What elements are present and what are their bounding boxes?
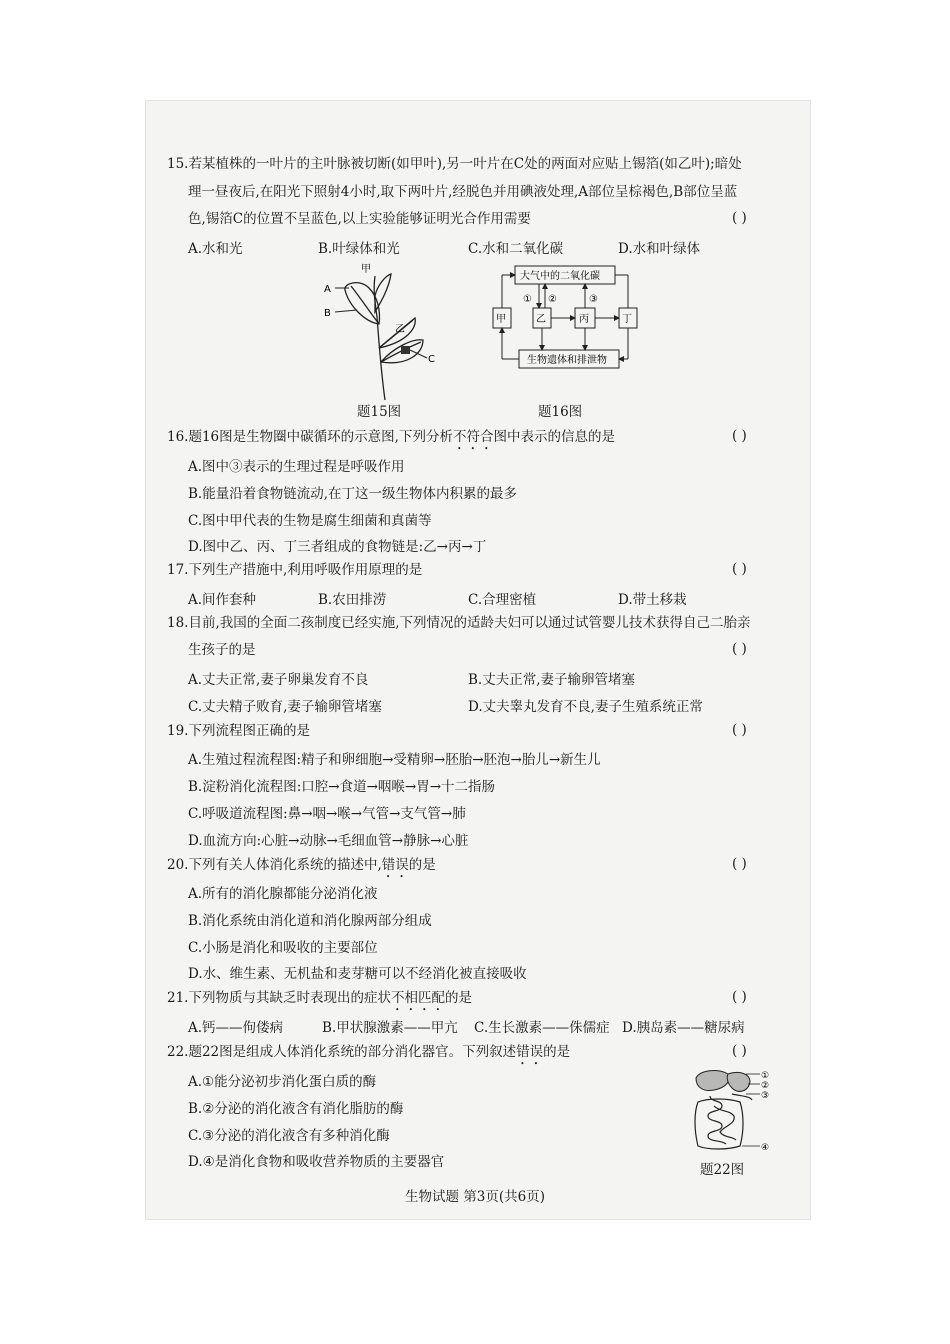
q18-option-d: D.丈夫睾丸发育不良,妻子生殖系统正常 [468,699,703,715]
q18-answer-bracket: ( ) [732,641,747,657]
q19-option-b: B.淀粉消化流程图:口腔→食道→咽喉→胃→十二指肠 [188,779,496,795]
fig16-remains: 生物遗体和排泄物 [527,355,607,366]
fig16-jia: 甲 [496,314,506,325]
q17-option-b: B.农田排涝 [318,592,387,608]
fig15-label-yi: 乙 [395,324,405,335]
q15-option-d: D.水和叶绿体 [618,241,701,257]
q20-answer-bracket: ( ) [732,856,747,872]
fig22-num-2: ② [761,1081,770,1091]
fig16-ding: 丁 [622,314,632,325]
fig22-num-3: ③ [761,1091,770,1101]
q16-option-a: A.图中③表示的生理过程是呼吸作用 [188,459,405,475]
q17-stem: 17.下列生产措施中,利用呼吸作用原理的是 [167,562,423,578]
q19-answer-bracket: ( ) [732,722,747,738]
q15-line1: 15.若某植株的一叶片的主叶脉被切断(如甲叶),另一叶片在C处的两面对应贴上锡箔(如乙叶);暗处 [167,156,742,172]
q22-option-b: B.②分泌的消化液含有消化脂肪的酶 [188,1101,404,1117]
q22-answer-bracket: ( ) [732,1043,747,1059]
q20-option-d: D.水、维生素、无机盐和麦芽糖可以不经消化被直接吸收 [188,966,527,982]
fig16-num-1: ① [523,294,532,305]
q21-answer-bracket: ( ) [732,989,747,1005]
page-footer: 生物试题 第3页(共6页) [404,1189,545,1205]
q21-option-a: A.钙——佝偻病 [188,1020,284,1036]
fig16-bing: 丙 [579,314,589,325]
q20-option-a: A.所有的消化腺都能分泌消化液 [188,886,378,902]
q16-option-d: D.图中乙、丙、丁三者组成的食物链是:乙→丙→丁 [188,539,487,555]
q16-stem: 16.题16图是生物圈中碳循环的示意图,下列分析不符合图中表示的信息的是 [167,429,615,445]
q18-line2: 生孩子的是 [188,642,256,658]
q19-option-a: A.生殖过程流程图:精子和卵细胞→受精卵→胚胎→胚泡→胎儿→新生儿 [188,752,601,768]
q20-option-c: C.小肠是消化和吸收的主要部位 [188,940,378,956]
q21-stem: 21.下列物质与其缺乏时表现出的症状不相匹配的是 [167,990,472,1006]
fig15-label-b: B [324,308,331,319]
q21-option-b: B.甲状腺激素——甲亢 [322,1020,458,1036]
q18-option-c: C.丈夫精子败育,妻子输卵管堵塞 [188,699,382,715]
q15-option-a: A.水和光 [188,241,243,257]
q18-option-a: A.丈夫正常,妻子卵巢发育不良 [188,672,369,688]
q15-option-c: C.水和二氧化碳 [468,241,564,257]
q18-option-b: B.丈夫正常,妻子输卵管堵塞 [468,672,636,688]
figure-15-caption: 题15图 [357,404,402,420]
q15-option-b: B.叶绿体和光 [318,241,400,257]
q19-option-c: C.呼吸道流程图:鼻→咽→喉→气管→支气管→肺 [188,806,466,822]
q22-stem: 22.题22图是组成人体消化系统的部分消化器官。下列叙述错误的是 [167,1044,571,1060]
figure-22-digestive-organs [688,1066,780,1162]
q17-option-c: C.合理密植 [468,592,537,608]
q19-option-d: D.血流方向:心脏→动脉→毛细血管→静脉→心脏 [188,833,469,849]
q19-stem: 19.下列流程图正确的是 [167,723,310,739]
q16-option-c: C.图中甲代表的生物是腐生细菌和真菌等 [188,513,432,529]
q16-answer-bracket: ( ) [732,428,747,444]
q17-option-d: D.带土移栽 [618,592,687,608]
fig15-label-a: A [324,284,331,295]
q17-option-a: A.间作套种 [188,592,257,608]
figure-15-plant [315,262,445,402]
figure-16-carbon-cycle [487,262,647,374]
fig22-num-4: ④ [761,1143,770,1153]
fig16-num-2: ② [548,294,557,305]
fig22-num-1: ① [761,1071,770,1081]
q21-option-d: D.胰岛素——糖尿病 [622,1020,745,1036]
figure-22-caption: 题22图 [700,1162,745,1178]
q15-line3: 色,锡箔C的位置不呈蓝色,以上实验能够证明光合作用需要 [188,211,531,227]
q22-option-d: D.④是消化食物和吸收营养物质的主要器官 [188,1154,445,1170]
fig15-label-c: C [428,354,435,365]
q20-option-b: B.消化系统由消化道和消化腺两部分组成 [188,913,432,929]
q16-option-b: B.能量沿着食物链流动,在丁这一级生物体内积累的最多 [188,486,518,502]
figure-16-caption: 题16图 [538,404,583,420]
fig15-label-jia: 甲 [361,264,371,275]
fig16-num-3: ③ [589,294,598,305]
q22-option-c: C.③分泌的消化液含有多种消化酶 [188,1128,390,1144]
q17-answer-bracket: ( ) [732,561,747,577]
fig16-yi: 乙 [536,314,546,325]
q15-line2: 理一昼夜后,在阳光下照射4小时,取下两叶片,经脱色并用碘液处理,A部位呈棕褐色,B部位呈蓝 [188,184,738,200]
q20-stem: 20.下列有关人体消化系统的描述中,错误的是 [167,857,436,873]
q15-answer-bracket: ( ) [732,210,747,226]
q21-option-c: C.生长激素——侏儒症 [474,1020,610,1036]
q18-line1: 18.目前,我国的全面二孩制度已经实施,下列情况的适龄夫妇可以通过试管婴儿技术获得自己二胎亲 [167,615,751,631]
q22-option-a: A.①能分泌初步消化蛋白质的酶 [188,1074,377,1090]
fig16-air-co2: 大气中的二氧化碳 [520,271,600,282]
